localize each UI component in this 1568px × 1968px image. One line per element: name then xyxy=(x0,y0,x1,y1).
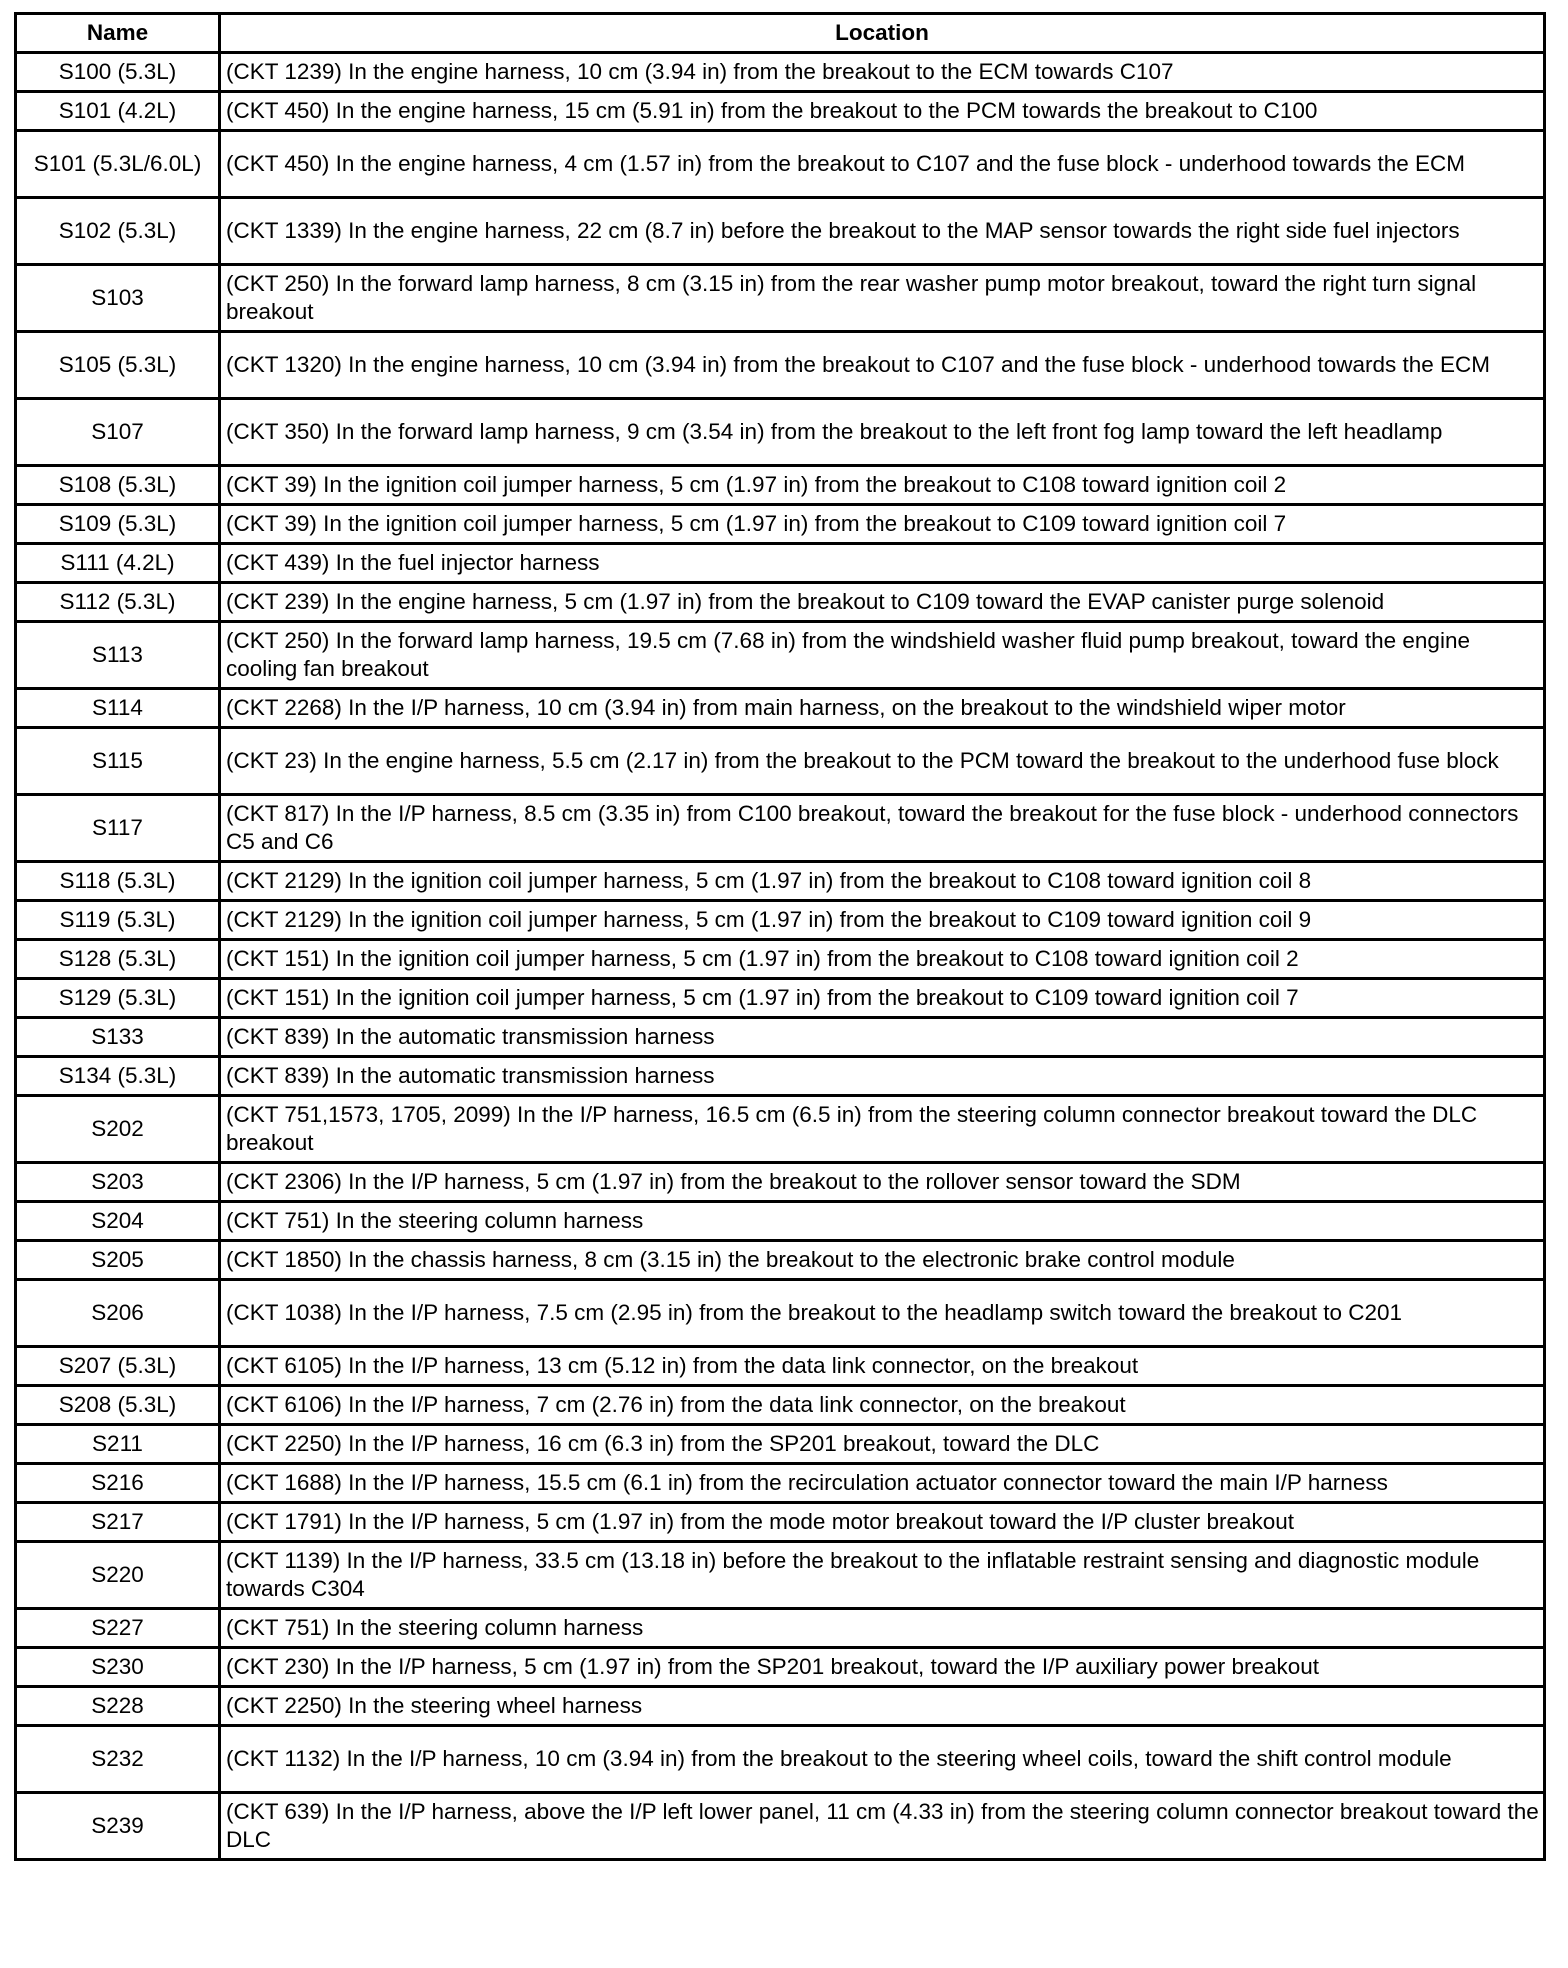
splice-name-cell: S207 (5.3L) xyxy=(16,1347,220,1386)
table-row xyxy=(16,728,1545,795)
splice-name-cell: S117 xyxy=(16,795,220,862)
table-row xyxy=(16,1202,1545,1241)
table-row xyxy=(16,795,1545,862)
table-row xyxy=(16,940,1545,979)
splice-location-cell: (CKT 1132) In the I/P harness, 10 cm (3.94 in) from the breakout to the steering wheel coils, toward the shift control module xyxy=(220,1726,1545,1793)
splice-location-cell: (CKT 1850) In the chassis harness, 8 cm (3.15 in) the breakout to the electronic brake control module xyxy=(220,1241,1545,1280)
column-header-location: Location xyxy=(220,14,1545,53)
table-row xyxy=(16,131,1545,198)
splice-location-cell: (CKT 2306) In the I/P harness, 5 cm (1.97 in) from the breakout to the rollover sensor toward the SDM xyxy=(220,1163,1545,1202)
splice-name-cell: S227 xyxy=(16,1609,220,1648)
splice-name-cell: S108 (5.3L) xyxy=(16,466,220,505)
splice-name-cell: S119 (5.3L) xyxy=(16,901,220,940)
table-row xyxy=(16,622,1545,689)
splice-location-cell: (CKT 1791) In the I/P harness, 5 cm (1.97 in) from the mode motor breakout toward the I/P cluster breakout xyxy=(220,1503,1545,1542)
table-row xyxy=(16,1542,1545,1609)
table-row xyxy=(16,1057,1545,1096)
table-row xyxy=(16,901,1545,940)
splice-location-cell: (CKT 350) In the forward lamp harness, 9 cm (3.54 in) from the breakout to the left front fog lamp toward the left headlamp xyxy=(220,399,1545,466)
splice-name-cell: S204 xyxy=(16,1202,220,1241)
splice-name-cell: S112 (5.3L) xyxy=(16,583,220,622)
splice-location-cell: (CKT 250) In the forward lamp harness, 8 cm (3.15 in) from the rear washer pump motor breakout, toward the right turn signal breakout xyxy=(220,265,1545,332)
table-row xyxy=(16,505,1545,544)
splice-location-cell: (CKT 839) In the automatic transmission harness xyxy=(220,1018,1545,1057)
splice-location-cell: (CKT 250) In the forward lamp harness, 19.5 cm (7.68 in) from the windshield washer fluid pump breakout, toward the engine cooling fan breakout xyxy=(220,622,1545,689)
table-row xyxy=(16,1609,1545,1648)
splice-name-cell: S134 (5.3L) xyxy=(16,1057,220,1096)
table-row xyxy=(16,544,1545,583)
table-row xyxy=(16,1726,1545,1793)
splice-name-cell: S216 xyxy=(16,1464,220,1503)
splice-name-cell: S100 (5.3L) xyxy=(16,53,220,92)
table-row xyxy=(16,198,1545,265)
column-header-name: Name xyxy=(16,14,220,53)
splice-location-cell: (CKT 439) In the fuel injector harness xyxy=(220,544,1545,583)
splice-location-table xyxy=(14,12,1546,1861)
splice-location-cell: (CKT 239) In the engine harness, 5 cm (1.97 in) from the breakout to C109 toward the EVAP canister purge solenoid xyxy=(220,583,1545,622)
splice-name-cell: S203 xyxy=(16,1163,220,1202)
table-row xyxy=(16,1096,1545,1163)
splice-location-cell: (CKT 2268) In the I/P harness, 10 cm (3.94 in) from main harness, on the breakout to the windshield wiper motor xyxy=(220,689,1545,728)
splice-name-cell: S118 (5.3L) xyxy=(16,862,220,901)
table-body xyxy=(16,53,1545,1860)
splice-location-cell: (CKT 23) In the engine harness, 5.5 cm (2.17 in) from the breakout to the PCM toward the breakout to the underhood fuse block xyxy=(220,728,1545,795)
splice-name-cell: S228 xyxy=(16,1687,220,1726)
splice-name-cell: S109 (5.3L) xyxy=(16,505,220,544)
splice-location-cell: (CKT 751) In the steering column harness xyxy=(220,1609,1545,1648)
splice-name-cell: S217 xyxy=(16,1503,220,1542)
splice-name-cell: S102 (5.3L) xyxy=(16,198,220,265)
table-row xyxy=(16,1503,1545,1542)
splice-location-cell: (CKT 1239) In the engine harness, 10 cm (3.94 in) from the breakout to the ECM towards C107 xyxy=(220,53,1545,92)
splice-location-cell: (CKT 1688) In the I/P harness, 15.5 cm (6.1 in) from the recirculation actuator connector toward the main I/P harness xyxy=(220,1464,1545,1503)
table-row xyxy=(16,583,1545,622)
table-row xyxy=(16,1386,1545,1425)
splice-name-cell: S211 xyxy=(16,1425,220,1464)
splice-location-cell: (CKT 450) In the engine harness, 4 cm (1.57 in) from the breakout to C107 and the fuse block - underhood towards the ECM xyxy=(220,131,1545,198)
splice-name-cell: S208 (5.3L) xyxy=(16,1386,220,1425)
table-row xyxy=(16,92,1545,131)
table-row xyxy=(16,1163,1545,1202)
splice-name-cell: S202 xyxy=(16,1096,220,1163)
table-row xyxy=(16,1793,1545,1860)
splice-name-cell: S115 xyxy=(16,728,220,795)
splice-name-cell: S230 xyxy=(16,1648,220,1687)
table-row xyxy=(16,466,1545,505)
table-row xyxy=(16,1464,1545,1503)
splice-name-cell: S105 (5.3L) xyxy=(16,332,220,399)
splice-name-cell: S220 xyxy=(16,1542,220,1609)
table-row xyxy=(16,1018,1545,1057)
splice-name-cell: S113 xyxy=(16,622,220,689)
splice-location-cell: (CKT 39) In the ignition coil jumper harness, 5 cm (1.97 in) from the breakout to C108 toward ignition coil 2 xyxy=(220,466,1545,505)
splice-location-cell: (CKT 2129) In the ignition coil jumper harness, 5 cm (1.97 in) from the breakout to C108 toward ignition coil 8 xyxy=(220,862,1545,901)
splice-name-cell: S205 xyxy=(16,1241,220,1280)
splice-location-cell: (CKT 817) In the I/P harness, 8.5 cm (3.35 in) from C100 breakout, toward the breakout for the fuse block - underhood connectors C5 and C6 xyxy=(220,795,1545,862)
splice-name-cell: S101 (4.2L) xyxy=(16,92,220,131)
splice-location-cell: (CKT 450) In the engine harness, 15 cm (5.91 in) from the breakout to the PCM towards the breakout to C100 xyxy=(220,92,1545,131)
splice-location-cell: (CKT 151) In the ignition coil jumper harness, 5 cm (1.97 in) from the breakout to C108 toward ignition coil 2 xyxy=(220,940,1545,979)
splice-location-cell: (CKT 751) In the steering column harness xyxy=(220,1202,1545,1241)
splice-name-cell: S107 xyxy=(16,399,220,466)
table-row xyxy=(16,689,1545,728)
table-row xyxy=(16,332,1545,399)
splice-location-cell: (CKT 639) In the I/P harness, above the I/P left lower panel, 11 cm (4.33 in) from the steering column connector breakout toward the DLC xyxy=(220,1793,1545,1860)
splice-location-cell: (CKT 1038) In the I/P harness, 7.5 cm (2.95 in) from the breakout to the headlamp switch toward the breakout to C201 xyxy=(220,1280,1545,1347)
table-row xyxy=(16,1425,1545,1464)
splice-location-cell: (CKT 839) In the automatic transmission harness xyxy=(220,1057,1545,1096)
splice-name-cell: S114 xyxy=(16,689,220,728)
table-row xyxy=(16,1648,1545,1687)
splice-location-cell: (CKT 1320) In the engine harness, 10 cm (3.94 in) from the breakout to C107 and the fuse block - underhood towards the ECM xyxy=(220,332,1545,399)
table-row xyxy=(16,979,1545,1018)
table-row xyxy=(16,265,1545,332)
splice-location-cell: (CKT 151) In the ignition coil jumper harness, 5 cm (1.97 in) from the breakout to C109 toward ignition coil 7 xyxy=(220,979,1545,1018)
table-row xyxy=(16,1241,1545,1280)
table-row xyxy=(16,1347,1545,1386)
table-row xyxy=(16,1687,1545,1726)
table-row xyxy=(16,862,1545,901)
splice-location-cell: (CKT 2250) In the I/P harness, 16 cm (6.3 in) from the SP201 breakout, toward the DLC xyxy=(220,1425,1545,1464)
table-row xyxy=(16,1280,1545,1347)
splice-name-cell: S101 (5.3L/6.0L) xyxy=(16,131,220,198)
splice-name-cell: S232 xyxy=(16,1726,220,1793)
splice-location-cell: (CKT 2250) In the steering wheel harness xyxy=(220,1687,1545,1726)
splice-location-cell: (CKT 2129) In the ignition coil jumper harness, 5 cm (1.97 in) from the breakout to C109 toward ignition coil 9 xyxy=(220,901,1545,940)
splice-name-cell: S103 xyxy=(16,265,220,332)
splice-location-cell: (CKT 6106) In the I/P harness, 7 cm (2.76 in) from the data link connector, on the breakout xyxy=(220,1386,1545,1425)
table-row xyxy=(16,399,1545,466)
splice-location-cell: (CKT 1339) In the engine harness, 22 cm (8.7 in) before the breakout to the MAP sensor towards the right side fuel injectors xyxy=(220,198,1545,265)
splice-location-cell: (CKT 751,1573, 1705, 2099) In the I/P harness, 16.5 cm (6.5 in) from the steering column connector breakout toward the DLC breakout xyxy=(220,1096,1545,1163)
splice-location-cell: (CKT 6105) In the I/P harness, 13 cm (5.12 in) from the data link connector, on the breakout xyxy=(220,1347,1545,1386)
splice-location-cell: (CKT 39) In the ignition coil jumper harness, 5 cm (1.97 in) from the breakout to C109 toward ignition coil 7 xyxy=(220,505,1545,544)
splice-name-cell: S128 (5.3L) xyxy=(16,940,220,979)
splice-name-cell: S206 xyxy=(16,1280,220,1347)
splice-name-cell: S129 (5.3L) xyxy=(16,979,220,1018)
splice-name-cell: S111 (4.2L) xyxy=(16,544,220,583)
splice-name-cell: S133 xyxy=(16,1018,220,1057)
splice-location-cell: (CKT 230) In the I/P harness, 5 cm (1.97 in) from the SP201 breakout, toward the I/P auxiliary power breakout xyxy=(220,1648,1545,1687)
splice-location-cell: (CKT 1139) In the I/P harness, 33.5 cm (13.18 in) before the breakout to the inflatable restraint sensing and diagnostic module towards C304 xyxy=(220,1542,1545,1609)
table-row xyxy=(16,53,1545,92)
splice-name-cell: S239 xyxy=(16,1793,220,1860)
table-header-row xyxy=(16,14,1545,53)
